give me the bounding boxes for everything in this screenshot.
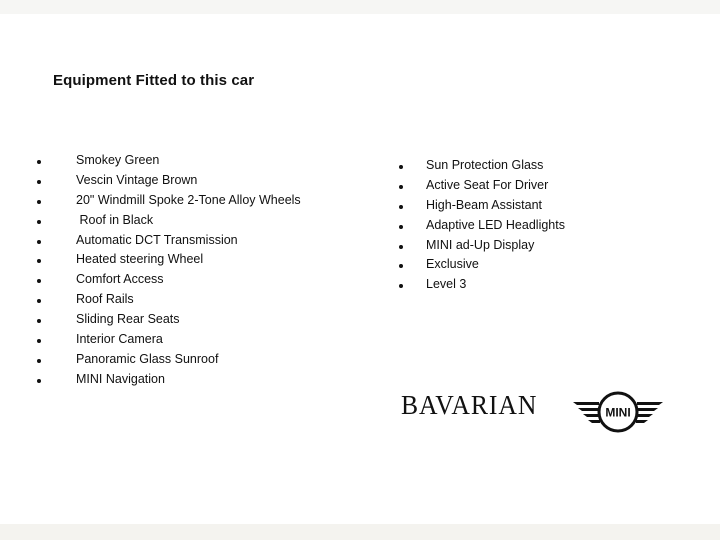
bullet-icon	[399, 185, 403, 189]
bullet-icon	[37, 319, 41, 323]
page-title: Equipment Fitted to this car	[53, 72, 255, 89]
bullet-icon	[399, 165, 403, 169]
bullet-icon	[37, 359, 41, 363]
mini-logo-text: MINI	[605, 405, 631, 420]
bullet-icon	[399, 284, 403, 288]
footer-strip	[0, 524, 720, 540]
equipment-page: Equipment Fitted to this car Smokey Green Vescin Vintage Brown 20" Windmill Spoke 2-Tone Alloy Wheels Roof in Black Automatic DCT Transmission Heated steering Wheel Comfort Access Roof Rails Sliding Rear Seats Interior Camera Panoramic Glass Sunroof MINI Navigation Sun Protection Glass Active Seat For Driver High-Beam Assistant Adaptive LED Headlights MINI ad-Up Display Exclusive Level 3 BAVARIAN MINI	[0, 14, 720, 524]
bullet-icon	[37, 160, 41, 164]
bullet-icon	[399, 225, 403, 229]
bullet-icon	[37, 180, 41, 184]
bullet-icon	[37, 220, 41, 224]
bullet-icon	[37, 200, 41, 204]
bullet-icon	[399, 264, 403, 268]
dealer-wordmark: BAVARIAN	[401, 390, 538, 420]
bullet-icon	[37, 240, 41, 244]
bullet-icon	[37, 279, 41, 283]
bullet-icon	[37, 339, 41, 343]
bullet-icon	[399, 245, 403, 249]
bullet-icon	[37, 379, 41, 383]
bullet-icon	[37, 259, 41, 263]
bullet-icon	[399, 205, 403, 209]
mini-wings-logo-icon	[571, 390, 665, 434]
bullet-icon	[37, 299, 41, 303]
